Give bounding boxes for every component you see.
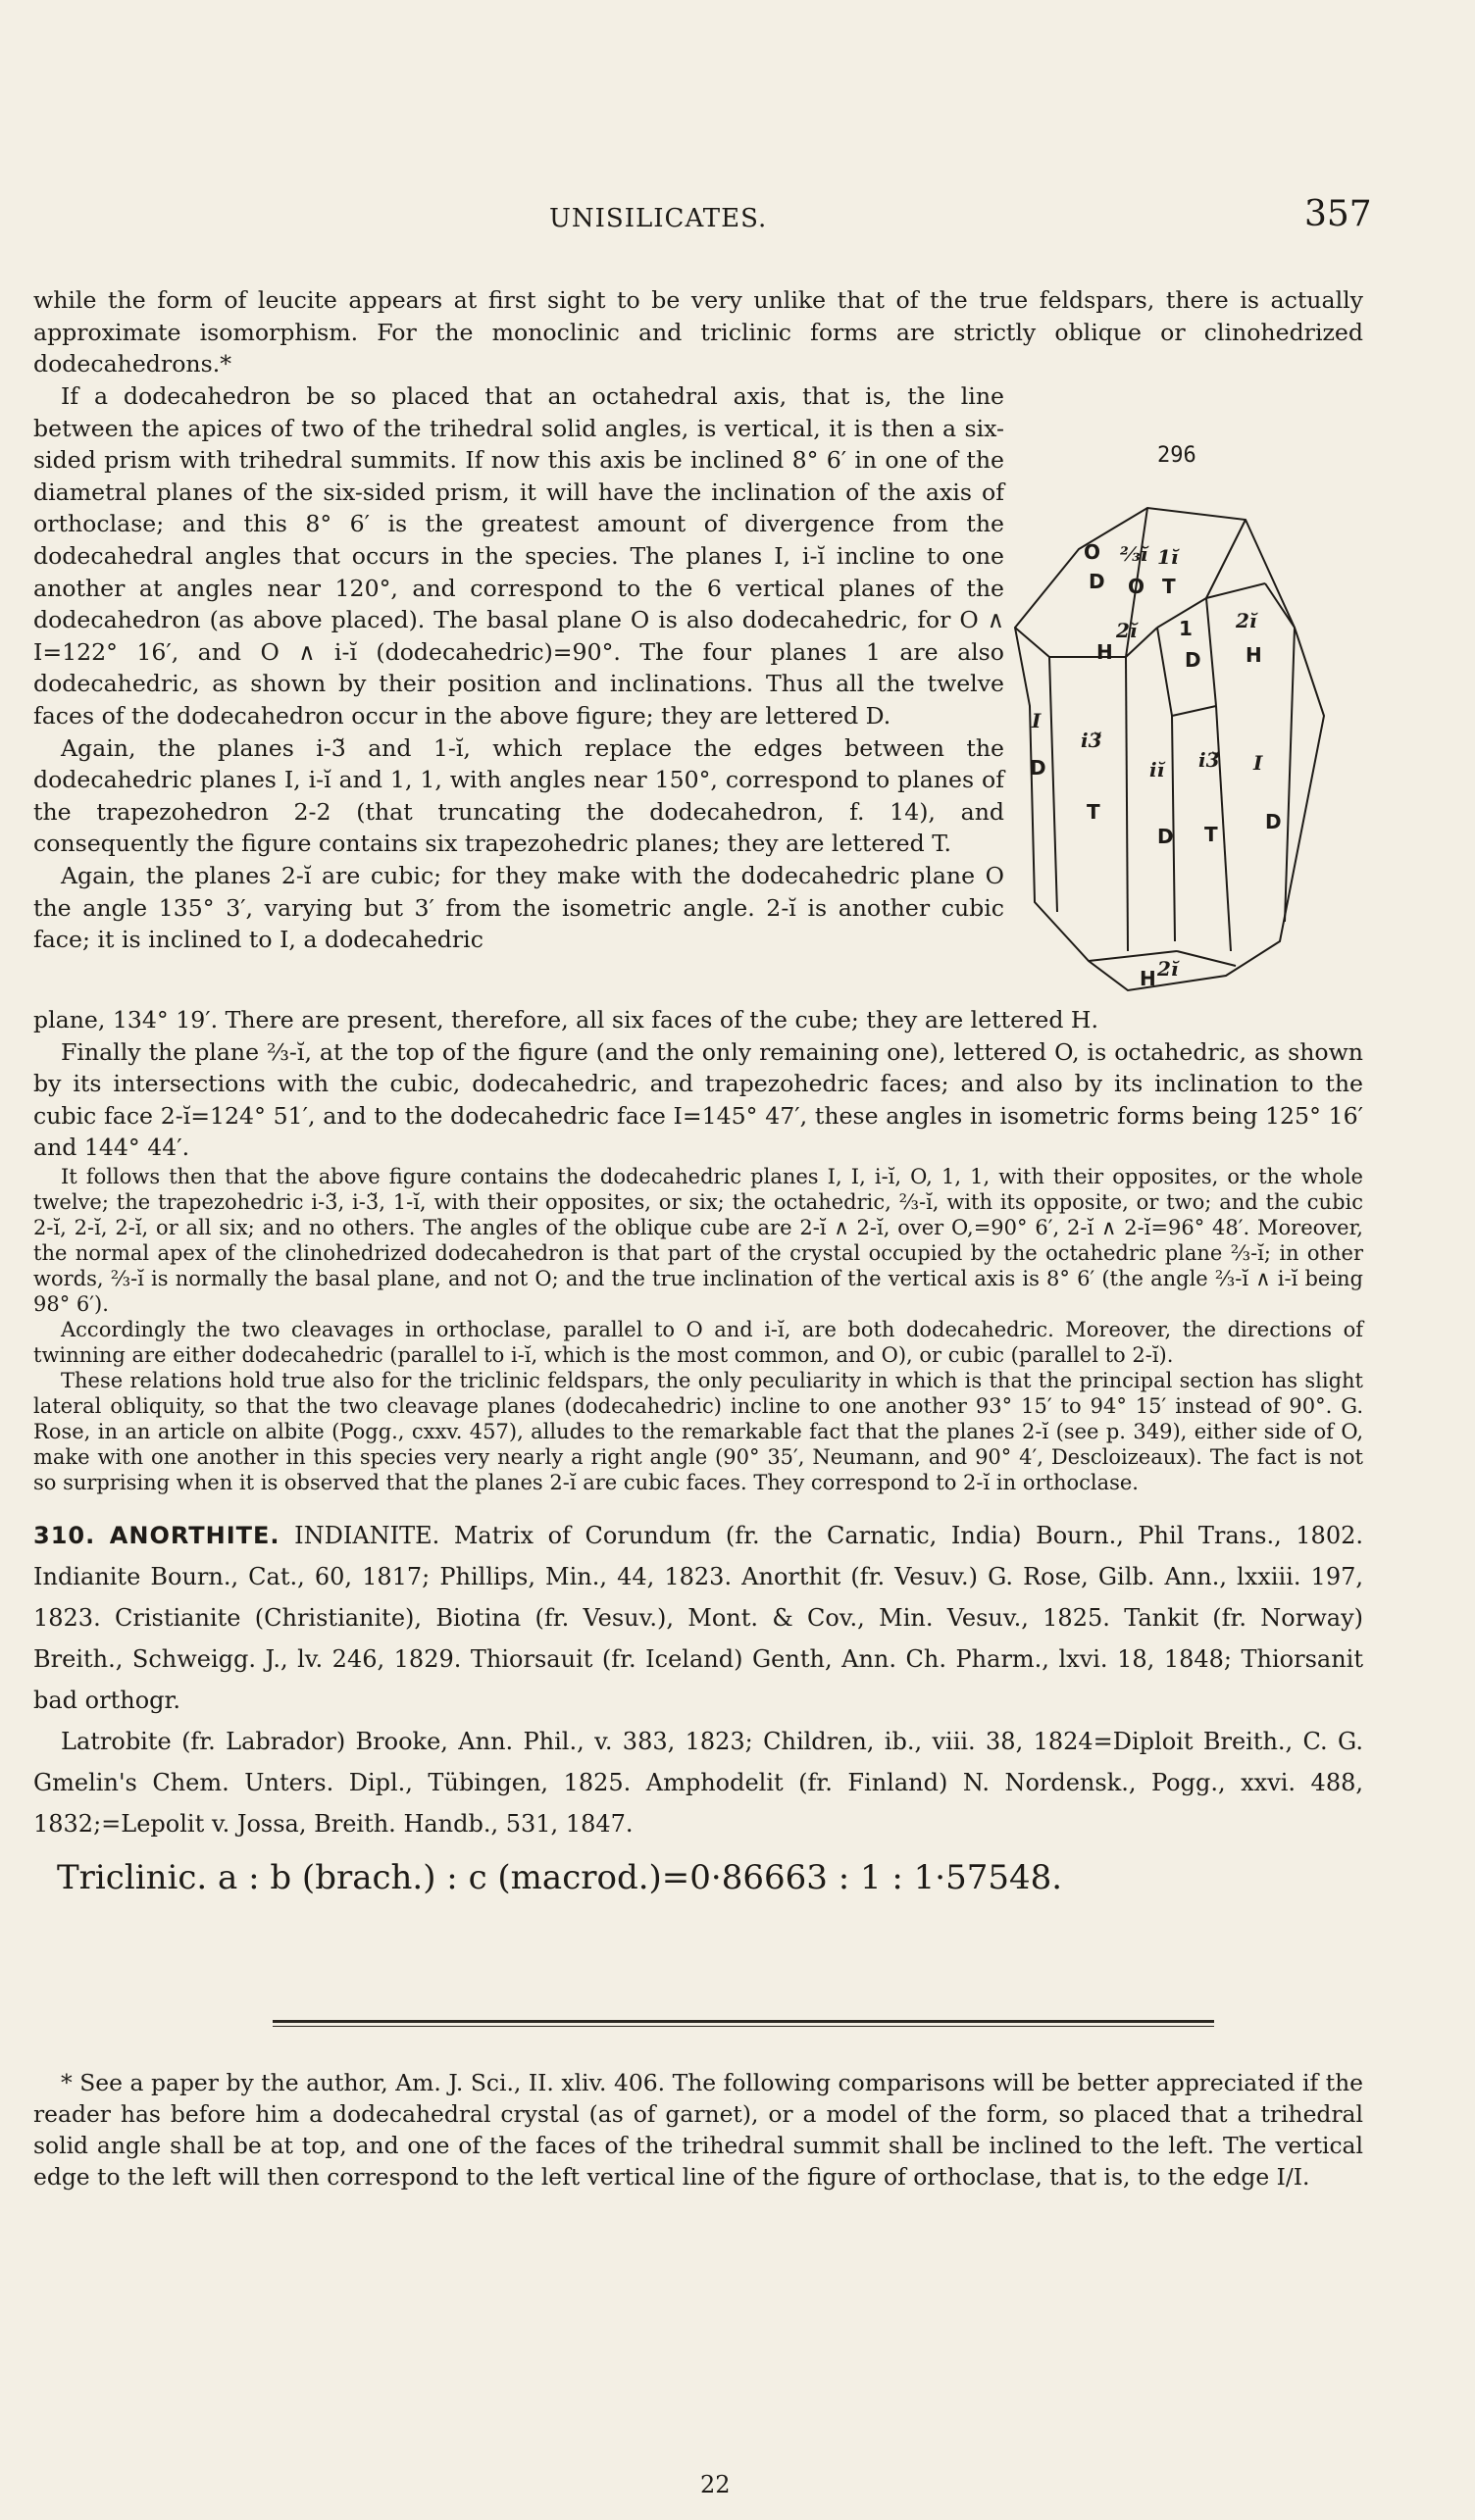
paragraph-1: while the form of leucite appears at first sight to be very unlike that of the true feldspars, there is actually approximate isomorphism. For the monoclinic and triclinic forms are strictly oblique or clinohedrized dodecahedrons.* xyxy=(33,286,1363,378)
paragraph-8: These relations hold true also for the triclinic feldspars, the only peculiarity in which is that the principal section has slight lateral obliquity, so that the two cleavage planes (dodecahedric) incline to one another 93° 15′ to 94° 15′ instead of 90°. G. Rose, in an article on albite (Pogg., cxxv. 457), alludes to the remarkable fact that the planes 2-ĭ (see p. 349), either side of O, make with one another in this species very nearly a right angle (90° 35′, Neumann, and 90° 4′, Descloizeaux). The fact is not so surprising when it is observed that the planes 2-ĭ are cubic faces. They correspond to 2-ĭ in orthoclase. xyxy=(33,1369,1363,1494)
running-title: UNISILICATES. xyxy=(549,204,768,233)
species-synonymy-1: Matrix of Corundum (fr. the Carnatic, India) Bourn., Phil Trans., 1802. Indianite Bourn., Cat., 60, 1817; Phillips, Min., 44, 1823. Anorthit (fr. Vesuv.) G. Rose, Gilb. Ann., lxxiii. 197, 1823. Cristianite (Christianite), Biotina (fr. Vesuv.), Mont. & Cov., Min. Vesuv., 1825. Tankit (fr. Norway) Breith., Schweigg. J., lv. 246, 1829. Thiorsauit (fr. Iceland) Genth, Ann. Ch. Pharm., lxvi. 18, 1848; Thiorsanit bad orthogr. xyxy=(33,1522,1363,1714)
label-H: H xyxy=(1246,643,1262,667)
paragraph-6: It follows then that the above figure contains the dodecahedric planes I, I, i-ĭ, O, 1, 1, with their opposites, or the whole twelve; the trapezohedric i-3̆, i-3̆, 1-ĭ, with their opposites, or six; the octahedric, ⅔-ĭ, with its opposite, or two; and the cubic 2-ĭ, 2-ĭ, 2-ĭ, or all six; and no others. The angles of the oblique cube are 2-ĭ ∧ 2-ĭ, over O,=90° 6′, 2-ĭ ∧ 2-ĭ=96° 48′. Moreover, the normal apex of the clinohedrized dodecahedron is that part of the crystal occupied by the octahedric plane ⅔-ĭ; in other words, ⅔-ĭ is normally the basal plane, and not O; and the true inclination of the vertical axis is 8° 6′ (the angle ⅔-ĭ ∧ i-ĭ being 98° 6′). xyxy=(33,1165,1363,1316)
label-two-i: 2ĭ xyxy=(1236,609,1257,632)
label-D-center: D xyxy=(1157,825,1174,848)
label-T-right: T xyxy=(1204,823,1218,846)
label-i3: i3̆ xyxy=(1081,729,1102,752)
label-D-2: D xyxy=(1185,648,1201,672)
paragraph-4-end: plane, 134° 19′. There are present, therefore, all six faces of the cube; they are lettered H. xyxy=(33,1006,1099,1033)
label-D: D xyxy=(1089,570,1105,593)
label-T-left: T xyxy=(1087,800,1100,824)
species-number: 310. xyxy=(33,1522,96,1549)
paragraph-3: Again, the planes i-3̆ and 1-ĭ, which replace the edges between the dodecahedric planes I, i-ĭ and 1, 1, with angles near 150°, correspond to planes of the trapezohedron 2-2 (that truncating the dodecahedron, f. 14), and consequently the figure contains six trapezohedric planes; they are lettered T. xyxy=(33,733,1004,858)
label-O: O xyxy=(1084,540,1101,564)
label-I-left: I xyxy=(1032,709,1042,732)
label-I-right: I xyxy=(1253,751,1263,775)
intro-paragraph xyxy=(33,284,1363,380)
footnote-rule-thin xyxy=(273,2026,1214,2027)
label-D-left: D xyxy=(1030,756,1046,780)
paragraph-5: Finally the plane ⅔-ĭ, at the top of the figure (and the only remaining one), lettered O, is octahedric, as shown by its intersections with the cubic, dodecahedric, and trapezohedric faces; and also by its inclination to the cubic face 2-ĭ=124° 51′, and to the dodecahedric face I=145° 47′, these angles in isometric forms being 125° 16′ and 144° 44′. xyxy=(33,1037,1363,1162)
signature-mark: 22 xyxy=(700,2471,731,2498)
label-T: T xyxy=(1162,575,1176,598)
crystal-figure xyxy=(1010,490,1373,1000)
wrapped-text-block xyxy=(33,380,1004,956)
label-D-right: D xyxy=(1265,810,1282,833)
paragraph-7: Accordingly the two cleavages in orthoclase, parallel to O and i-ĭ, are both dodecahedric. Moreover, the directions of twinning are either dodecahedric (parallel to i-ĭ, which is the most common, and O), or cubic (parallel to 2-ĭ). xyxy=(33,1318,1363,1367)
species-heading xyxy=(33,1515,1363,1721)
label-one-i: 1ĭ xyxy=(1157,545,1179,569)
label-i3-right: i3̆ xyxy=(1198,748,1220,772)
paragraph-2: If a dodecahedron be so placed that an octahedral axis, that is, the line between the apices of two of the trihedral solid angles, is vertical, it is then a six-sided prism with trihedral summits. If now this axis be inclined 8° 6′ in one of the diametral planes of the six-sided prism, it will have the inclination of the axis of orthoclase; and this 8° 6′ is the greatest amount of divergence from the dodecahedral angles that occurs in the species. The planes I, i-ĭ incline to one another at angles near 120°, and correspond to the 6 vertical planes of the dodecahedron (as above placed). The basal plane O is also dodecahedric, for O ∧ I=122° 16′, and O ∧ i-ĭ (dodecahedric)=90°. The four planes 1 are also dodecahedric, as shown by their position and inclinations. Thus all the twelve faces of the dodecahedron occur in the above figure; they are lettered D. xyxy=(33,382,1004,730)
label-H-2: H xyxy=(1096,640,1113,664)
species-name: ANORTHITE. xyxy=(109,1522,280,1549)
label-O-small: O xyxy=(1128,575,1145,598)
footnote xyxy=(33,2067,1363,2192)
paragraph-4: Again, the planes 2-ĭ are cubic; for they make with the dodecahedric plane O the angle 135° 3′, varying but 3′ from the isometric angle. 2-ĭ is another cubic face; it is inclined to I, a dodecahedric xyxy=(33,861,1004,954)
species-synonym: INDIANITE. xyxy=(294,1522,440,1549)
continued-text xyxy=(33,1164,1363,1495)
label-two-i-bottom: 2ĭ xyxy=(1157,957,1179,981)
label-one: 1 xyxy=(1179,617,1193,640)
page-number: 357 xyxy=(1304,194,1372,234)
label-two-thirds-i: ⅔ĭ xyxy=(1120,542,1148,566)
crystal-axes: Triclinic. a : b (brach.) : c (macrod.)=0·86663 : 1 : 1·57548. xyxy=(57,1858,1063,1897)
label-ii: iĭ xyxy=(1149,758,1165,781)
main-text-block xyxy=(33,1004,1363,1164)
label-H-bottom: H xyxy=(1140,967,1156,990)
label-two-i-2: 2ĭ xyxy=(1116,619,1138,642)
footnote-text: * See a paper by the author, Am. J. Sci., II. xliv. 406. The following comparisons will be better appreciated if the reader has before him a dodecahedral crystal (as of garnet), or a model of the form, so placed that a trihedral solid angle shall be at top, and one of the faces of the trihedral summit shall be inclined to the left. The vertical edge to the left will then correspond to the left vertical line of the figure of orthoclase, that is, to the edge I/I. xyxy=(33,2069,1363,2191)
figure-number: 296 xyxy=(1157,443,1196,468)
species-synonymy-2: Latrobite (fr. Labrador) Brooke, Ann. Phil., v. 383, 1823; Children, ib., viii. 38, 1824=Diploit Breith., C. G. Gmelin's Chem. Unters. Dipl., Tübingen, 1825. Amphodelit (fr. Finland) N. Nordensk., Pogg., xxvi. 488, 1832;=Lepolit v. Jossa, Breith. Handb., 531, 1847. xyxy=(33,1728,1363,1838)
species-entry xyxy=(33,1515,1363,1844)
footnote-rule xyxy=(273,2020,1214,2023)
